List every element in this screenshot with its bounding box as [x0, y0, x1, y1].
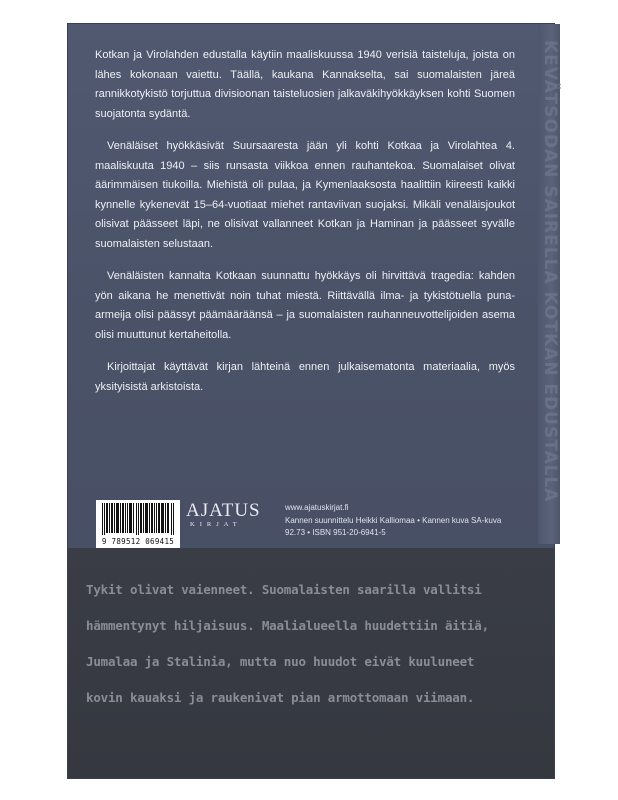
blurb-paragraph: Kirjoittajat käyttävät kirjan lähteinä ennen julkaisematonta materiaalia, myös yksityisistä arkistoista.: [95, 361, 515, 393]
blurb-paragraph: Venäläiset hyökkäsivät Suursaaresta jään yli kohti Kotkaa ja Virolahtea 4. maaliskuuta 1940 – siis runsasta viikkoa ennen rauhantekoa. Suomalaiset olivat äärimmäisen tiukoilla. Miehistä oli pulaa, ja Kymenlaaksosta haalittiin kiireesti kaikki kynnelle kykenevät 15–64-vuotiaat miehet rantaviivan suojaksi. Mikäli venäläisjoukot olisivat päässeet läpi, ne olisivat vallanneet Kotkan ja Haminan ja päässeet syvälle suomalaisten selustaan.: [95, 140, 515, 250]
blurb-paragraph: Venäläisten kannalta Kotkaan suunnattu hyökkäys oli hirvittävä tragedia: kahden yön aikana he menettivät noin tuhat miestä. Riittävällä ilma- ja tykistötuella puna-armeija olisi päässyt päämääräänsä – ja suomalaisten rauhanneuvottelijoiden asema olisi muuttunut kertaheitolla.: [95, 270, 515, 341]
spine-title: KEVÄTSODAN SAIRELLA KOTKAN EDUSTALLA: [540, 40, 560, 503]
quote-line: Tykit olivat vaienneet. Suomalaisten saarilla vallitsi: [86, 582, 482, 597]
isbn-line: 92.73 • ISBN 951-20-6941-5: [285, 528, 386, 537]
quote-text: [86, 572, 546, 716]
publisher-logo: [186, 501, 276, 528]
blurb-text: [95, 46, 515, 410]
quote-line: Jumalaa ja Stalinia, mutta nuo huudot eivät kuuluneet: [86, 654, 475, 669]
publisher-subtitle: KIRJAT: [190, 521, 242, 528]
barcode-bars-icon: [100, 503, 176, 535]
publisher-website: www.ajatuskirjat.fi: [285, 503, 349, 512]
quote-line: hämmentynyt hiljaisuus. Maalialueella huudettiin äitiä,: [86, 618, 489, 633]
credits: [285, 502, 525, 540]
cover-credits: Kannen suunnittelu Heikki Kalliomaa • Kannen kuva SA-kuva: [285, 515, 502, 525]
blurb-paragraph: Kotkan ja Virolahden edustalla käytiin maaliskuussa 1940 verisiä taisteluja, joista on lähes kokonaan vaiettu. Täällä, kaukana Kannakselta, sai suomalaisten järeä rannikkotykistö torjuttua divisioonan taisteluosien jalkaväkihyökkäyksen kohti Suomen suojatonta sydäntä.: [95, 49, 515, 120]
barcode-number: 9 789512 069415: [101, 537, 175, 546]
quote-line: kovin kauaksi ja raukenivat pian armottomaan viimaan.: [86, 690, 475, 705]
publisher-name: AJATUS: [186, 500, 261, 521]
barcode: [96, 500, 180, 548]
